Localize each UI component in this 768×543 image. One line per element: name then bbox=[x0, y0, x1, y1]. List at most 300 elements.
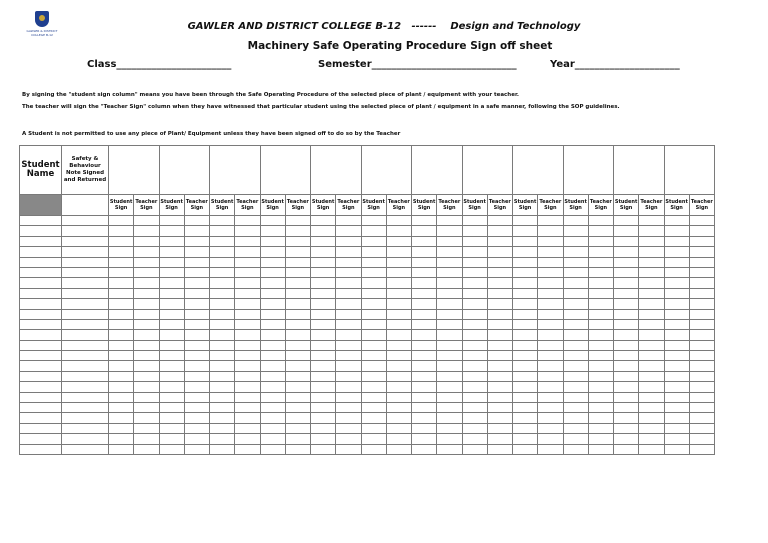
sign-cell[interactable] bbox=[588, 278, 613, 288]
sign-cell[interactable] bbox=[462, 392, 487, 402]
sign-cell[interactable] bbox=[184, 382, 209, 392]
sign-cell[interactable] bbox=[210, 403, 235, 413]
sign-cell[interactable] bbox=[538, 382, 563, 392]
sign-cell[interactable] bbox=[386, 278, 411, 288]
sign-cell[interactable] bbox=[386, 403, 411, 413]
sign-cell[interactable] bbox=[437, 403, 462, 413]
sign-cell[interactable] bbox=[159, 299, 184, 309]
sign-cell[interactable] bbox=[412, 351, 437, 361]
sign-cell[interactable] bbox=[210, 319, 235, 329]
sign-cell[interactable] bbox=[614, 392, 639, 402]
sign-cell[interactable] bbox=[487, 392, 512, 402]
safety-note-cell[interactable] bbox=[62, 340, 109, 350]
sign-cell[interactable] bbox=[361, 330, 386, 340]
sign-cell[interactable] bbox=[437, 340, 462, 350]
sign-cell[interactable] bbox=[361, 267, 386, 277]
sign-cell[interactable] bbox=[487, 309, 512, 319]
sign-cell[interactable] bbox=[462, 382, 487, 392]
sign-cell[interactable] bbox=[311, 299, 336, 309]
sign-cell[interactable] bbox=[538, 299, 563, 309]
sign-cell[interactable] bbox=[538, 423, 563, 433]
safety-note-cell[interactable] bbox=[62, 288, 109, 298]
sign-cell[interactable] bbox=[184, 444, 209, 454]
sign-cell[interactable] bbox=[134, 247, 159, 257]
sign-cell[interactable] bbox=[437, 216, 462, 226]
sign-cell[interactable] bbox=[614, 299, 639, 309]
sign-cell[interactable] bbox=[260, 278, 285, 288]
sign-cell[interactable] bbox=[361, 236, 386, 246]
sign-cell[interactable] bbox=[462, 236, 487, 246]
sign-cell[interactable] bbox=[614, 216, 639, 226]
equipment-header-cell[interactable] bbox=[109, 146, 160, 195]
sign-cell[interactable] bbox=[336, 403, 361, 413]
sign-cell[interactable] bbox=[538, 288, 563, 298]
safety-note-cell[interactable] bbox=[62, 247, 109, 257]
year-blank[interactable]: _____________________ bbox=[574, 59, 680, 70]
sign-cell[interactable] bbox=[235, 278, 260, 288]
sign-cell[interactable] bbox=[235, 236, 260, 246]
sign-cell[interactable] bbox=[260, 361, 285, 371]
sign-cell[interactable] bbox=[538, 309, 563, 319]
sign-cell[interactable] bbox=[235, 434, 260, 444]
sign-cell[interactable] bbox=[159, 340, 184, 350]
sign-cell[interactable] bbox=[462, 216, 487, 226]
sign-cell[interactable] bbox=[386, 216, 411, 226]
sign-cell[interactable] bbox=[285, 278, 310, 288]
student-name-cell[interactable] bbox=[20, 392, 62, 402]
sign-cell[interactable] bbox=[184, 299, 209, 309]
student-name-cell[interactable] bbox=[20, 278, 62, 288]
sign-cell[interactable] bbox=[260, 392, 285, 402]
safety-note-cell[interactable] bbox=[62, 392, 109, 402]
sign-cell[interactable] bbox=[563, 330, 588, 340]
sign-cell[interactable] bbox=[311, 382, 336, 392]
student-name-cell[interactable] bbox=[20, 319, 62, 329]
sign-cell[interactable] bbox=[210, 309, 235, 319]
sign-cell[interactable] bbox=[563, 216, 588, 226]
sign-cell[interactable] bbox=[134, 257, 159, 267]
sign-cell[interactable] bbox=[386, 226, 411, 236]
sign-cell[interactable] bbox=[614, 444, 639, 454]
sign-cell[interactable] bbox=[487, 403, 512, 413]
sign-cell[interactable] bbox=[134, 299, 159, 309]
sign-cell[interactable] bbox=[639, 236, 664, 246]
sign-cell[interactable] bbox=[639, 216, 664, 226]
sign-cell[interactable] bbox=[538, 216, 563, 226]
sign-cell[interactable] bbox=[109, 351, 134, 361]
sign-cell[interactable] bbox=[235, 361, 260, 371]
sign-cell[interactable] bbox=[109, 434, 134, 444]
sign-cell[interactable] bbox=[412, 319, 437, 329]
sign-cell[interactable] bbox=[235, 330, 260, 340]
sign-cell[interactable] bbox=[437, 236, 462, 246]
sign-cell[interactable] bbox=[184, 371, 209, 381]
sign-cell[interactable] bbox=[235, 216, 260, 226]
safety-note-cell[interactable] bbox=[62, 351, 109, 361]
student-name-cell[interactable] bbox=[20, 382, 62, 392]
sign-cell[interactable] bbox=[614, 351, 639, 361]
student-name-cell[interactable] bbox=[20, 434, 62, 444]
sign-cell[interactable] bbox=[563, 247, 588, 257]
sign-cell[interactable] bbox=[285, 423, 310, 433]
sign-cell[interactable] bbox=[639, 309, 664, 319]
sign-cell[interactable] bbox=[336, 299, 361, 309]
sign-cell[interactable] bbox=[184, 340, 209, 350]
sign-cell[interactable] bbox=[235, 413, 260, 423]
sign-cell[interactable] bbox=[134, 413, 159, 423]
sign-cell[interactable] bbox=[285, 330, 310, 340]
equipment-header-cell[interactable] bbox=[513, 146, 564, 195]
sign-cell[interactable] bbox=[285, 382, 310, 392]
sign-cell[interactable] bbox=[336, 236, 361, 246]
sign-cell[interactable] bbox=[664, 278, 689, 288]
sign-cell[interactable] bbox=[260, 434, 285, 444]
sign-cell[interactable] bbox=[210, 340, 235, 350]
sign-cell[interactable] bbox=[538, 444, 563, 454]
sign-cell[interactable] bbox=[260, 340, 285, 350]
sign-cell[interactable] bbox=[159, 226, 184, 236]
sign-cell[interactable] bbox=[462, 278, 487, 288]
sign-cell[interactable] bbox=[285, 257, 310, 267]
sign-cell[interactable] bbox=[159, 267, 184, 277]
sign-cell[interactable] bbox=[361, 299, 386, 309]
sign-cell[interactable] bbox=[361, 382, 386, 392]
sign-cell[interactable] bbox=[361, 278, 386, 288]
sign-cell[interactable] bbox=[689, 403, 714, 413]
sign-cell[interactable] bbox=[462, 257, 487, 267]
sign-cell[interactable] bbox=[462, 444, 487, 454]
sign-cell[interactable] bbox=[260, 226, 285, 236]
sign-cell[interactable] bbox=[588, 216, 613, 226]
sign-cell[interactable] bbox=[285, 351, 310, 361]
sign-cell[interactable] bbox=[487, 351, 512, 361]
sign-cell[interactable] bbox=[386, 267, 411, 277]
sign-cell[interactable] bbox=[311, 288, 336, 298]
sign-cell[interactable] bbox=[386, 309, 411, 319]
sign-cell[interactable] bbox=[487, 278, 512, 288]
sign-cell[interactable] bbox=[462, 247, 487, 257]
sign-cell[interactable] bbox=[487, 413, 512, 423]
sign-cell[interactable] bbox=[412, 423, 437, 433]
sign-cell[interactable] bbox=[311, 226, 336, 236]
sign-cell[interactable] bbox=[285, 361, 310, 371]
sign-cell[interactable] bbox=[639, 403, 664, 413]
sign-cell[interactable] bbox=[361, 288, 386, 298]
equipment-header-cell[interactable] bbox=[159, 146, 210, 195]
sign-cell[interactable] bbox=[412, 361, 437, 371]
equipment-header-cell[interactable] bbox=[563, 146, 614, 195]
sign-cell[interactable] bbox=[588, 319, 613, 329]
student-name-cell[interactable] bbox=[20, 257, 62, 267]
sign-cell[interactable] bbox=[386, 413, 411, 423]
sign-cell[interactable] bbox=[538, 392, 563, 402]
sign-cell[interactable] bbox=[134, 278, 159, 288]
sign-cell[interactable] bbox=[134, 382, 159, 392]
sign-cell[interactable] bbox=[159, 309, 184, 319]
sign-cell[interactable] bbox=[386, 330, 411, 340]
sign-cell[interactable] bbox=[109, 371, 134, 381]
sign-cell[interactable] bbox=[260, 216, 285, 226]
sign-cell[interactable] bbox=[689, 226, 714, 236]
student-name-cell[interactable] bbox=[20, 423, 62, 433]
sign-cell[interactable] bbox=[210, 444, 235, 454]
sign-cell[interactable] bbox=[689, 236, 714, 246]
sign-cell[interactable] bbox=[235, 247, 260, 257]
sign-cell[interactable] bbox=[563, 413, 588, 423]
sign-cell[interactable] bbox=[260, 236, 285, 246]
sign-cell[interactable] bbox=[311, 247, 336, 257]
sign-cell[interactable] bbox=[134, 319, 159, 329]
sign-cell[interactable] bbox=[664, 309, 689, 319]
sign-cell[interactable] bbox=[210, 382, 235, 392]
sign-cell[interactable] bbox=[614, 413, 639, 423]
sign-cell[interactable] bbox=[614, 247, 639, 257]
sign-cell[interactable] bbox=[235, 299, 260, 309]
sign-cell[interactable] bbox=[513, 267, 538, 277]
sign-cell[interactable] bbox=[386, 299, 411, 309]
sign-cell[interactable] bbox=[336, 351, 361, 361]
sign-cell[interactable] bbox=[689, 382, 714, 392]
sign-cell[interactable] bbox=[513, 247, 538, 257]
sign-cell[interactable] bbox=[588, 413, 613, 423]
equipment-header-cell[interactable] bbox=[260, 146, 311, 195]
sign-cell[interactable] bbox=[109, 330, 134, 340]
sign-cell[interactable] bbox=[588, 340, 613, 350]
sign-cell[interactable] bbox=[513, 403, 538, 413]
sign-cell[interactable] bbox=[614, 319, 639, 329]
sign-cell[interactable] bbox=[235, 257, 260, 267]
sign-cell[interactable] bbox=[184, 434, 209, 444]
safety-note-cell[interactable] bbox=[62, 216, 109, 226]
sign-cell[interactable] bbox=[689, 257, 714, 267]
sign-cell[interactable] bbox=[563, 371, 588, 381]
sign-cell[interactable] bbox=[412, 288, 437, 298]
student-name-cell[interactable] bbox=[20, 309, 62, 319]
sign-cell[interactable] bbox=[588, 371, 613, 381]
sign-cell[interactable] bbox=[361, 226, 386, 236]
sign-cell[interactable] bbox=[614, 226, 639, 236]
sign-cell[interactable] bbox=[134, 351, 159, 361]
sign-cell[interactable] bbox=[412, 434, 437, 444]
sign-cell[interactable] bbox=[210, 299, 235, 309]
sign-cell[interactable] bbox=[311, 361, 336, 371]
sign-cell[interactable] bbox=[134, 340, 159, 350]
safety-note-cell[interactable] bbox=[62, 361, 109, 371]
sign-cell[interactable] bbox=[437, 309, 462, 319]
sign-cell[interactable] bbox=[311, 392, 336, 402]
student-name-cell[interactable] bbox=[20, 361, 62, 371]
sign-cell[interactable] bbox=[210, 351, 235, 361]
sign-cell[interactable] bbox=[109, 319, 134, 329]
sign-cell[interactable] bbox=[614, 236, 639, 246]
sign-cell[interactable] bbox=[538, 267, 563, 277]
sign-cell[interactable] bbox=[386, 382, 411, 392]
sign-cell[interactable] bbox=[462, 330, 487, 340]
sign-cell[interactable] bbox=[210, 278, 235, 288]
sign-cell[interactable] bbox=[437, 413, 462, 423]
sign-cell[interactable] bbox=[462, 340, 487, 350]
sign-cell[interactable] bbox=[563, 423, 588, 433]
sign-cell[interactable] bbox=[487, 288, 512, 298]
sign-cell[interactable] bbox=[210, 423, 235, 433]
sign-cell[interactable] bbox=[134, 216, 159, 226]
sign-cell[interactable] bbox=[437, 330, 462, 340]
sign-cell[interactable] bbox=[134, 226, 159, 236]
sign-cell[interactable] bbox=[513, 413, 538, 423]
sign-cell[interactable] bbox=[689, 247, 714, 257]
sign-cell[interactable] bbox=[386, 444, 411, 454]
semester-blank[interactable]: _____________________________ bbox=[371, 59, 517, 70]
sign-cell[interactable] bbox=[689, 392, 714, 402]
sign-cell[interactable] bbox=[311, 434, 336, 444]
sign-cell[interactable] bbox=[235, 340, 260, 350]
sign-cell[interactable] bbox=[210, 267, 235, 277]
sign-cell[interactable] bbox=[487, 226, 512, 236]
sign-cell[interactable] bbox=[361, 247, 386, 257]
sign-cell[interactable] bbox=[311, 340, 336, 350]
sign-cell[interactable] bbox=[487, 247, 512, 257]
sign-cell[interactable] bbox=[134, 267, 159, 277]
sign-cell[interactable] bbox=[109, 257, 134, 267]
sign-cell[interactable] bbox=[260, 288, 285, 298]
sign-cell[interactable] bbox=[260, 371, 285, 381]
student-name-cell[interactable] bbox=[20, 351, 62, 361]
student-name-cell[interactable] bbox=[20, 340, 62, 350]
sign-cell[interactable] bbox=[412, 444, 437, 454]
sign-cell[interactable] bbox=[639, 423, 664, 433]
sign-cell[interactable] bbox=[260, 319, 285, 329]
sign-cell[interactable] bbox=[109, 423, 134, 433]
sign-cell[interactable] bbox=[487, 330, 512, 340]
sign-cell[interactable] bbox=[437, 361, 462, 371]
sign-cell[interactable] bbox=[285, 236, 310, 246]
sign-cell[interactable] bbox=[386, 371, 411, 381]
sign-cell[interactable] bbox=[664, 257, 689, 267]
student-name-cell[interactable] bbox=[20, 216, 62, 226]
sign-cell[interactable] bbox=[235, 309, 260, 319]
safety-note-cell[interactable] bbox=[62, 434, 109, 444]
sign-cell[interactable] bbox=[664, 382, 689, 392]
sign-cell[interactable] bbox=[412, 226, 437, 236]
sign-cell[interactable] bbox=[159, 371, 184, 381]
sign-cell[interactable] bbox=[437, 288, 462, 298]
sign-cell[interactable] bbox=[462, 371, 487, 381]
sign-cell[interactable] bbox=[386, 392, 411, 402]
sign-cell[interactable] bbox=[159, 288, 184, 298]
sign-cell[interactable] bbox=[538, 371, 563, 381]
sign-cell[interactable] bbox=[689, 371, 714, 381]
sign-cell[interactable] bbox=[563, 299, 588, 309]
student-name-cell[interactable] bbox=[20, 267, 62, 277]
sign-cell[interactable] bbox=[639, 371, 664, 381]
sign-cell[interactable] bbox=[260, 247, 285, 257]
safety-note-cell[interactable] bbox=[62, 423, 109, 433]
sign-cell[interactable] bbox=[588, 288, 613, 298]
sign-cell[interactable] bbox=[689, 423, 714, 433]
sign-cell[interactable] bbox=[386, 319, 411, 329]
sign-cell[interactable] bbox=[639, 444, 664, 454]
sign-cell[interactable] bbox=[210, 330, 235, 340]
sign-cell[interactable] bbox=[386, 361, 411, 371]
student-name-cell[interactable] bbox=[20, 236, 62, 246]
sign-cell[interactable] bbox=[159, 257, 184, 267]
sign-cell[interactable] bbox=[664, 319, 689, 329]
sign-cell[interactable] bbox=[109, 340, 134, 350]
sign-cell[interactable] bbox=[386, 288, 411, 298]
sign-cell[interactable] bbox=[134, 392, 159, 402]
sign-cell[interactable] bbox=[664, 413, 689, 423]
sign-cell[interactable] bbox=[689, 361, 714, 371]
sign-cell[interactable] bbox=[462, 319, 487, 329]
sign-cell[interactable] bbox=[159, 319, 184, 329]
sign-cell[interactable] bbox=[412, 403, 437, 413]
sign-cell[interactable] bbox=[563, 403, 588, 413]
safety-note-cell[interactable] bbox=[62, 330, 109, 340]
sign-cell[interactable] bbox=[336, 226, 361, 236]
sign-cell[interactable] bbox=[336, 361, 361, 371]
sign-cell[interactable] bbox=[487, 423, 512, 433]
sign-cell[interactable] bbox=[588, 330, 613, 340]
sign-cell[interactable] bbox=[386, 340, 411, 350]
sign-cell[interactable] bbox=[639, 226, 664, 236]
sign-cell[interactable] bbox=[588, 423, 613, 433]
sign-cell[interactable] bbox=[336, 319, 361, 329]
sign-cell[interactable] bbox=[184, 330, 209, 340]
sign-cell[interactable] bbox=[109, 288, 134, 298]
sign-cell[interactable] bbox=[134, 330, 159, 340]
sign-cell[interactable] bbox=[487, 361, 512, 371]
sign-cell[interactable] bbox=[412, 257, 437, 267]
sign-cell[interactable] bbox=[538, 351, 563, 361]
sign-cell[interactable] bbox=[513, 382, 538, 392]
sign-cell[interactable] bbox=[487, 257, 512, 267]
sign-cell[interactable] bbox=[109, 278, 134, 288]
sign-cell[interactable] bbox=[412, 392, 437, 402]
sign-cell[interactable] bbox=[664, 444, 689, 454]
sign-cell[interactable] bbox=[159, 413, 184, 423]
sign-cell[interactable] bbox=[285, 288, 310, 298]
sign-cell[interactable] bbox=[210, 413, 235, 423]
sign-cell[interactable] bbox=[184, 309, 209, 319]
sign-cell[interactable] bbox=[487, 444, 512, 454]
sign-cell[interactable] bbox=[235, 288, 260, 298]
sign-cell[interactable] bbox=[210, 434, 235, 444]
sign-cell[interactable] bbox=[689, 340, 714, 350]
sign-cell[interactable] bbox=[311, 278, 336, 288]
sign-cell[interactable] bbox=[336, 247, 361, 257]
sign-cell[interactable] bbox=[588, 299, 613, 309]
sign-cell[interactable] bbox=[538, 330, 563, 340]
sign-cell[interactable] bbox=[109, 226, 134, 236]
sign-cell[interactable] bbox=[437, 267, 462, 277]
student-name-cell[interactable] bbox=[20, 288, 62, 298]
sign-cell[interactable] bbox=[311, 267, 336, 277]
sign-cell[interactable] bbox=[513, 340, 538, 350]
sign-cell[interactable] bbox=[336, 434, 361, 444]
sign-cell[interactable] bbox=[210, 247, 235, 257]
sign-cell[interactable] bbox=[412, 309, 437, 319]
sign-cell[interactable] bbox=[412, 216, 437, 226]
sign-cell[interactable] bbox=[689, 278, 714, 288]
sign-cell[interactable] bbox=[513, 236, 538, 246]
sign-cell[interactable] bbox=[639, 392, 664, 402]
sign-cell[interactable] bbox=[184, 423, 209, 433]
sign-cell[interactable] bbox=[210, 361, 235, 371]
sign-cell[interactable] bbox=[159, 444, 184, 454]
sign-cell[interactable] bbox=[134, 371, 159, 381]
sign-cell[interactable] bbox=[639, 434, 664, 444]
sign-cell[interactable] bbox=[235, 382, 260, 392]
